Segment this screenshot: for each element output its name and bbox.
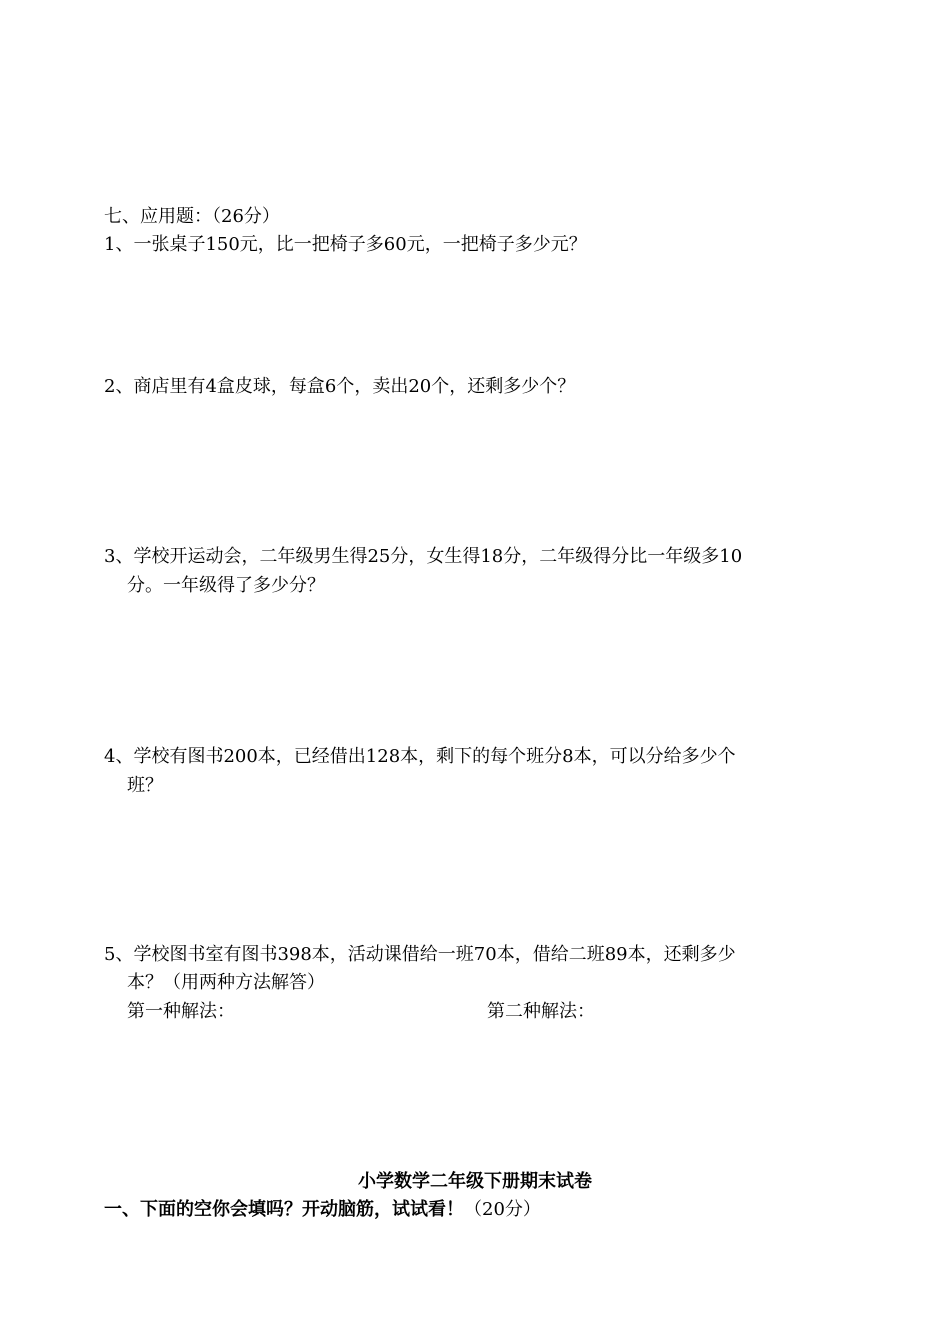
- exam-section-1-text: 一、下面的空你会填吗？开动脑筋，试试看！: [104, 1199, 464, 1220]
- problem-3-line-1: 3、学校开运动会，二年级男生得25分，女生得18分，二年级得分比一年级多10: [104, 546, 743, 567]
- problem-5-method-1-answer-space[interactable]: [127, 1030, 457, 1150]
- section7-heading: 七、应用题：（26分）: [104, 206, 280, 227]
- problem-2-answer-space[interactable]: [104, 404, 844, 542]
- problem-5-method-1-label: 第一种解法：: [127, 1001, 235, 1022]
- exam-title: 小学数学二年级下册期末试卷: [358, 1171, 592, 1192]
- problem-5-method-2-answer-space[interactable]: [487, 1030, 837, 1150]
- problem-2-text: 2、商店里有4盒皮球，每盒6个，卖出20个，还剩多少个？: [104, 376, 576, 397]
- problem-5-line-2: 本？（用两种方法解答）: [127, 972, 325, 993]
- problem-4-line-1: 4、学校有图书200本，已经借出128本，剩下的每个班分8本，可以分给多少个: [104, 746, 736, 767]
- exam-section-1-heading: [104, 1198, 541, 1222]
- problem-4-answer-space[interactable]: [104, 803, 844, 939]
- problem-4-line-2: 班？: [127, 775, 163, 796]
- exam-section-1-points: （20分）: [464, 1199, 541, 1220]
- problem-1-answer-space[interactable]: [104, 262, 844, 372]
- problem-3-answer-space[interactable]: [104, 603, 844, 743]
- problem-5-line-1: 5、学校图书室有图书398本，活动课借给一班70本，借给二班89本，还剩多少: [104, 944, 736, 965]
- problem-3-line-2: 分。一年级得了多少分？: [127, 575, 325, 596]
- problem-5-method-2-label: 第二种解法：: [487, 1001, 595, 1022]
- problem-1-text: 1、一张桌子150元，比一把椅子多60元，一把椅子多少元？: [104, 234, 587, 255]
